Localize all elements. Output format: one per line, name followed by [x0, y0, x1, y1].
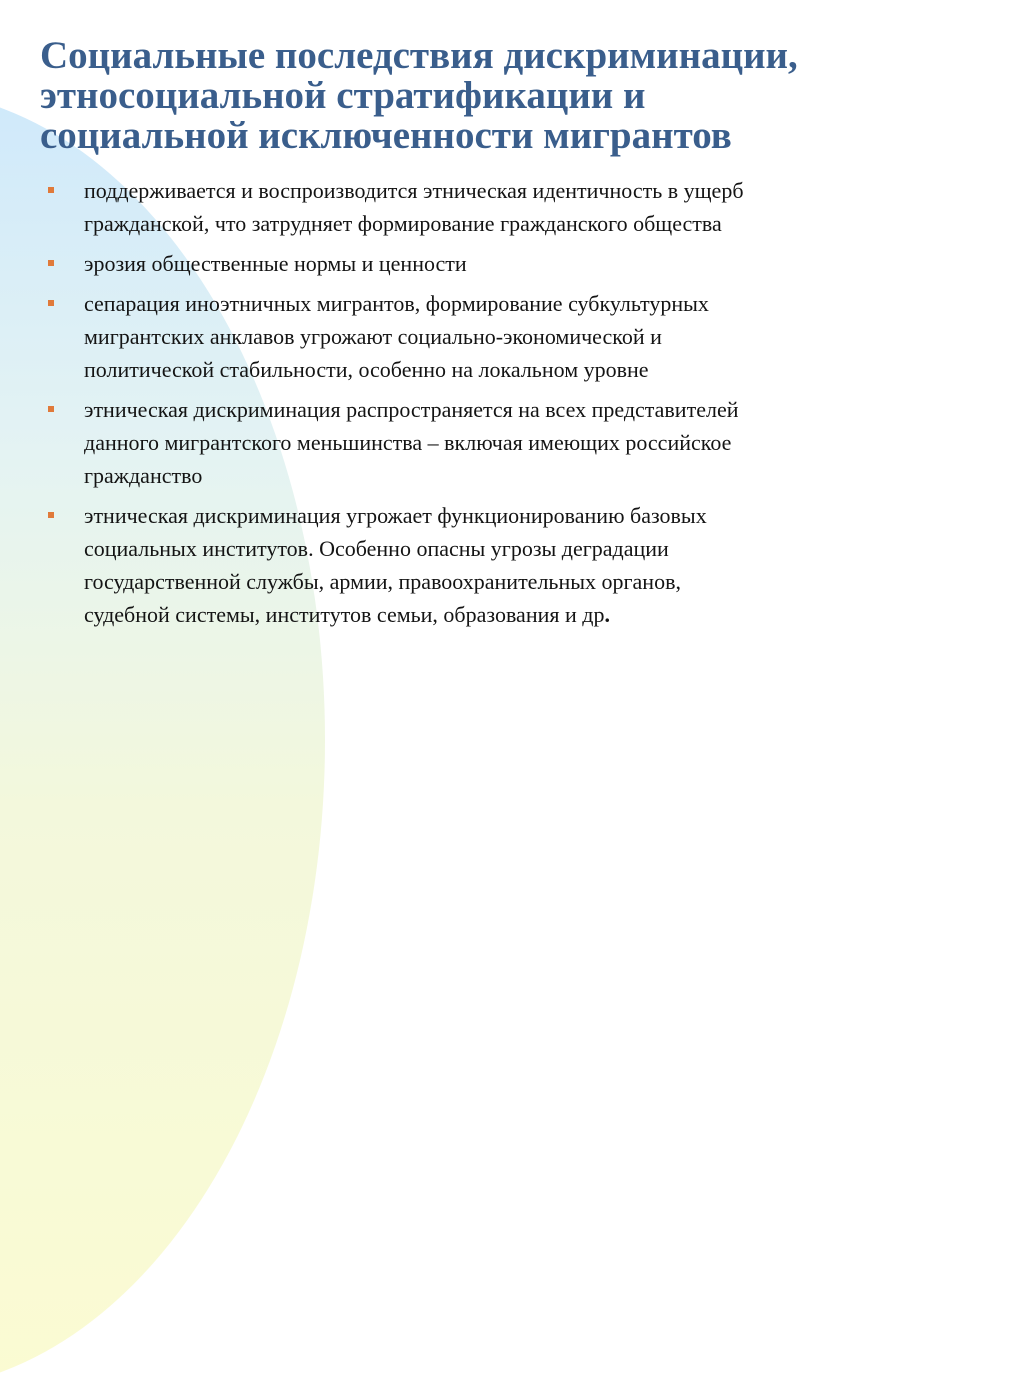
slide-title: [40, 36, 1000, 156]
bullet-text-line: [84, 598, 978, 631]
bullet-text-line: этническая дискриминация распространяется на всех представителей: [84, 397, 739, 422]
square-bullet-icon: [48, 512, 54, 518]
bullet-text-line: мигрантских анклавов угрожают социально-экономической и: [84, 324, 662, 349]
bullet-item: [48, 287, 978, 386]
bullet-text-line: политической стабильности, особенно на локальном уровне: [84, 357, 649, 382]
bullet-text-line: государственной службы, армии, правоохранительных органов,: [84, 569, 681, 594]
bold-period: .: [604, 602, 610, 627]
bullet-list: [48, 174, 978, 638]
bullet-text-line: гражданство: [84, 463, 203, 488]
bullet-item: [48, 247, 978, 280]
bullet-item: [48, 393, 978, 492]
square-bullet-icon: [48, 187, 54, 193]
bullet-text-line: социальных институтов. Особенно опасны угрозы деградации: [84, 536, 669, 561]
bullet-text-line-main: судебной системы, институтов семьи, образования и др: [84, 602, 605, 627]
bullet-text-line: эрозия общественные нормы и ценности: [84, 251, 467, 276]
bullet-text-line: гражданской, что затрудняет формирование гражданского общества: [84, 211, 722, 236]
bullet-text-line: сепарация иноэтничных мигрантов, формирование субкультурных: [84, 291, 709, 316]
title-line: этносоциальной стратификации и: [40, 74, 646, 117]
title-line: социальной исключенности мигрантов: [40, 114, 732, 157]
bullet-item: [48, 174, 978, 240]
bullet-item: [48, 499, 978, 631]
square-bullet-icon: [48, 260, 54, 266]
bullet-text-line: этническая дискриминация угрожает функционированию базовых: [84, 503, 707, 528]
square-bullet-icon: [48, 406, 54, 412]
square-bullet-icon: [48, 300, 54, 306]
bullet-text-line: поддерживается и воспроизводится этническая идентичность в ущерб: [84, 178, 744, 203]
title-line: Социальные последствия дискриминации,: [40, 34, 798, 77]
bullet-text-line: данного мигрантского меньшинства – включая имеющих российское: [84, 430, 732, 455]
